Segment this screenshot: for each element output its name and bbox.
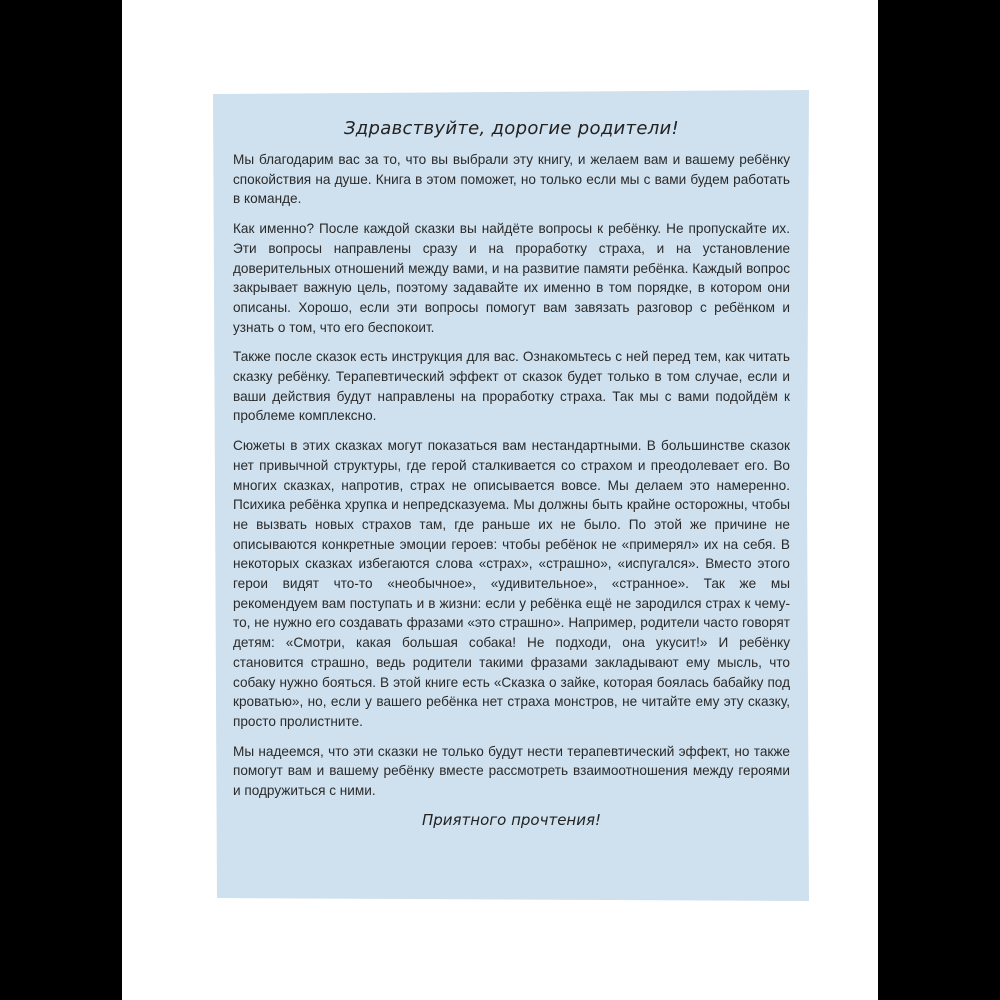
letter-title: Здравствуйте, дорогие родители! [343, 118, 680, 139]
paragraph-2: Как именно? После каждой сказки вы найдёте вопросы к ребёнку. Не пропускайте их. Эти вопросы направлены сразу и на проработку страха, и на установление доверительных отношений между вами, и на развитие памяти ребёнка. Каждый вопрос закрывает важную цель, поэтому задавайте их именно в том порядке, в котором они описаны. Хорошо, если эти вопросы помогут вам завязать разговор с ребёнком и узнать о том, что его беспокоит. [233, 221, 790, 335]
paragraph-4: Сюжеты в этих сказках могут показаться вам нестандартными. В большинстве сказок нет привычной структуры, где герой сталкивается со страхом и преодолевает его. Во многих сказках, напротив, страх не описывается вовсе. Мы делаем это намеренно. Психика ребёнка хрупка и непредсказуема. Мы должны быть крайне осторожны, чтобы не вызвать новых страхов там, где раньше их не было. По этой же причине не описываются конкретные эмоции героев: чтобы ребёнок не «примерял» их на себя. В некоторых сказках избегаются слова «страх», «страшно», «испугался». Вместо этого герои видят что-то «необычное», «удивительное», «странное». Так же мы рекомендуем вам поступать и в жизни: если у ребёнка ещё не зародился страх к чему-то, не нужно его создавать фразами «это страшно». Например, родители часто говорят детям: «Смотри, какая большая собака! Не подходи, она укусит!» И ребёнку становится страшно, ведь родители такими фразами закладывают ему мысль, что собаку нужно бояться. В этой книге есть «Сказка о зайке, которая боялась бабайку под кроватью», но, если у вашего ребёнка нет страха монстров, не читайте ему эту сказку, просто пролистните. [233, 438, 790, 729]
letter-content [233, 116, 790, 831]
paragraph-3: Также после сказок есть инструкция для вас. Ознакомьтесь с ней перед тем, как читать сказку ребёнку. Терапевтический эффект от сказок будет только в том случае, если и ваши действия будут направлены на проработку страха. Так мы с вами подойдём к проблеме комплексно. [233, 349, 790, 424]
letter-closing: Приятного прочтения! [421, 810, 602, 829]
letter-card [213, 90, 809, 901]
paragraph-1: Мы благодарим вас за то, что вы выбрали эту книгу, и желаем вам и вашему ребёнку спокойствия на душе. Книга в этом поможет, но только если мы с вами будем работать в команде. [233, 152, 790, 207]
paragraph-5: Мы надеемся, что эти сказки не только будут нести терапевтический эффект, но также помогут вам и вашему ребёнку вместе рассмотреть взаимоотношения между героями и подружиться с ними. [233, 743, 790, 799]
